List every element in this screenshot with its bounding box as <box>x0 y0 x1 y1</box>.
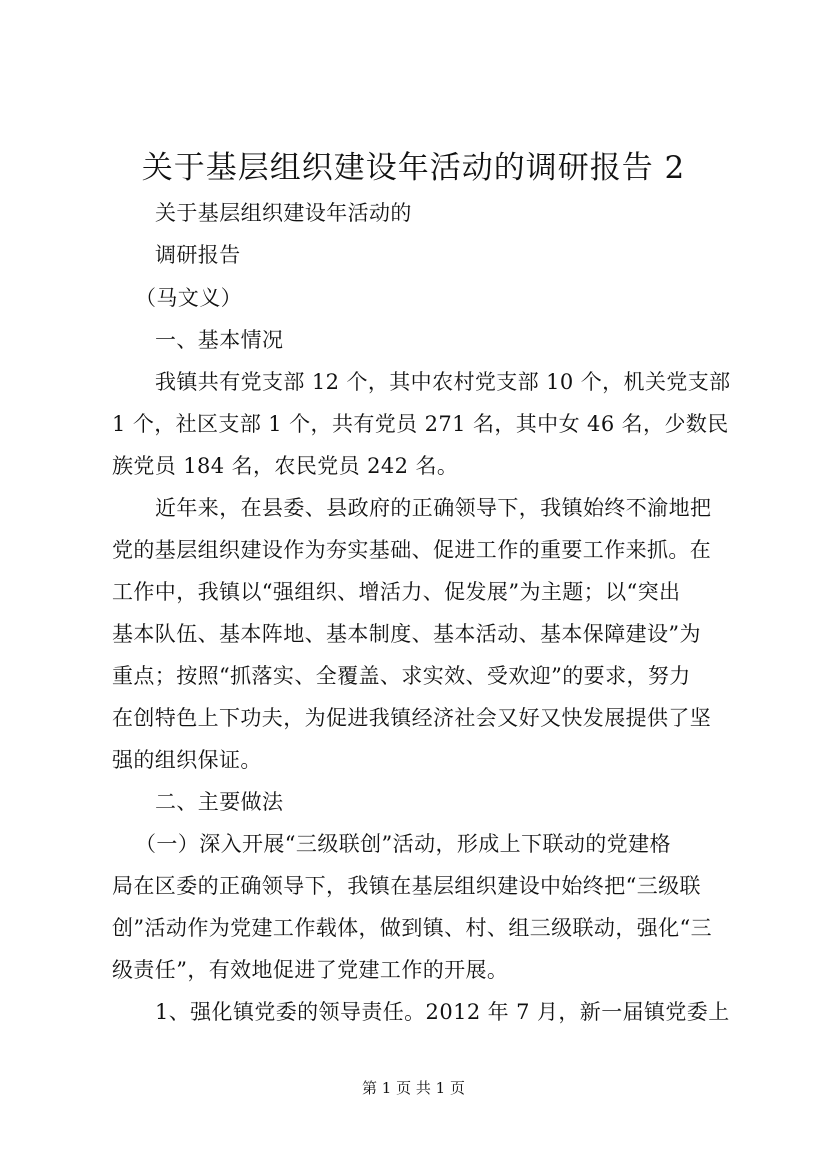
paragraph-line: 重点；按照“抓落实、全覆盖、求实效、受欢迎”的要求，努力 <box>112 664 691 688</box>
author-line: （马文义） <box>135 286 242 310</box>
paragraph-line: 1 个，社区支部 1 个，共有党员 271 名，其中女 46 名，少数民 <box>112 412 729 436</box>
page-footer: 第 1 页 共 1 页 <box>362 1079 465 1097</box>
subtitle-line-2: 调研报告 <box>155 243 241 267</box>
paragraph-line: 级责任”，有效地促进了党建工作的开展。 <box>112 958 509 982</box>
document-title: 关于基层组织建设年活动的调研报告 2 <box>141 150 686 186</box>
section-heading-1: 一、基本情况 <box>155 328 284 352</box>
paragraph-line: 局在区委的正确领导下，我镇在基层组织建设中始终把“三级联 <box>112 874 701 898</box>
paragraph-line: 党的基层组织建设作为夯实基础、促进工作的重要工作来抓。在 <box>112 538 712 562</box>
paragraph-line: 创”活动作为党建工作载体，做到镇、村、组三级联动，强化“三 <box>112 916 713 940</box>
paragraph-line: 1、强化镇党委的领导责任。2012 年 7 月，新一届镇党委上 <box>155 1000 730 1024</box>
paragraph-line: 在创特色上下功夫，为促进我镇经济社会又好又快发展提供了坚 <box>112 706 712 730</box>
section-heading-2: 二、主要做法 <box>155 790 284 814</box>
paragraph-line: 基本队伍、基本阵地、基本制度、基本活动、基本保障建设”为 <box>112 622 701 646</box>
paragraph-line: （一）深入开展“三级联创”活动，形成上下联动的党建格 <box>135 832 671 856</box>
paragraph-line: 我镇共有党支部 12 个，其中农村党支部 10 个，机关党支部 <box>155 370 731 394</box>
paragraph-line: 近年来，在县委、县政府的正确领导下，我镇始终不渝地把 <box>155 496 712 520</box>
paragraph-line: 族党员 184 名，农民党员 242 名。 <box>112 454 459 478</box>
paragraph-line: 强的组织保证。 <box>112 748 262 772</box>
paragraph-line: 工作中，我镇以“强组织、增活力、促发展”为主题；以“突出 <box>112 580 681 604</box>
subtitle-line-1: 关于基层组织建设年活动的 <box>155 201 412 225</box>
